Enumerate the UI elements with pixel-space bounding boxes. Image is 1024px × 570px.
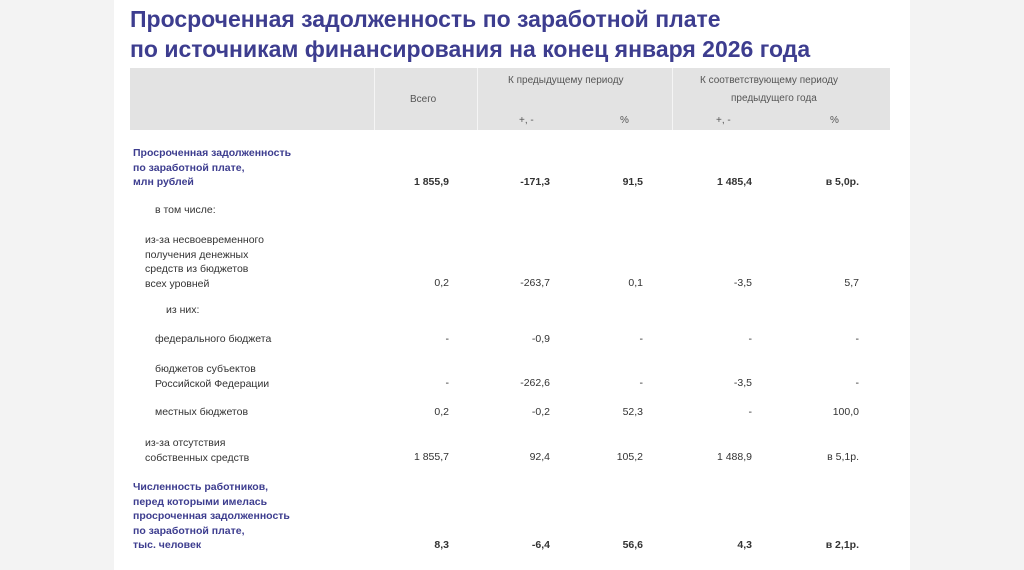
cell-prev-pct: - xyxy=(639,333,643,345)
header-total: Всего xyxy=(410,94,437,105)
cell-total: - xyxy=(445,377,449,389)
cell-year-pct: - xyxy=(855,333,859,345)
cell-year-diff: 1 488,9 xyxy=(716,451,752,463)
cell-total: 8,3 xyxy=(434,539,449,551)
row-label: федерального бюджета xyxy=(155,333,272,345)
header-prev-year-line1: К соответствующему периоду xyxy=(700,75,839,86)
cell-year-pct: 5,7 xyxy=(844,277,859,289)
cell-year-diff: -3,5 xyxy=(733,377,752,389)
header-prev-period: К предыдущему периоду xyxy=(508,75,624,86)
cell-year-diff: -3,5 xyxy=(733,277,752,289)
cell-year-diff: - xyxy=(748,333,752,345)
row-label: местных бюджетов xyxy=(155,406,249,418)
cell-prev-pct: 56,6 xyxy=(622,539,643,551)
header-divider xyxy=(672,68,673,130)
header-prev-year-line2: предыдущего года xyxy=(731,93,817,104)
header-plus-minus: +, - xyxy=(716,115,731,126)
header-divider xyxy=(477,68,478,130)
row-label: из-за отсутствия собственных средств xyxy=(145,437,250,464)
cell-year-pct: в 5,0р. xyxy=(825,176,859,188)
row-label: Численность работников, перед которыми имелась просроченная задолженность по заработной плате, тыс. человек xyxy=(133,481,290,551)
cell-prev-diff: -0,9 xyxy=(531,333,550,345)
title-line-2: по источникам финансирования на конец января 2026 года xyxy=(130,36,811,62)
cell-total: 1 855,7 xyxy=(413,451,449,463)
cell-total: 0,2 xyxy=(434,277,449,289)
cell-prev-diff: 92,4 xyxy=(529,451,550,463)
header-plus-minus: +, - xyxy=(519,115,534,126)
page-title xyxy=(130,4,890,64)
cell-prev-pct: - xyxy=(639,377,643,389)
cell-prev-pct: 105,2 xyxy=(616,451,643,463)
header-percent: % xyxy=(620,115,629,126)
cell-year-diff: 1 485,4 xyxy=(716,176,752,188)
cell-prev-diff: -263,7 xyxy=(520,277,550,289)
title-line-1: Просроченная задолженность по заработной плате xyxy=(130,6,721,32)
cell-prev-pct: 0,1 xyxy=(628,277,643,289)
cell-year-diff: - xyxy=(748,406,752,418)
cell-total: 1 855,9 xyxy=(413,176,449,188)
row-label: в том числе: xyxy=(155,204,216,216)
cell-year-pct: - xyxy=(855,377,859,389)
cell-prev-diff: -171,3 xyxy=(520,176,550,188)
cell-year-pct: в 2,1р. xyxy=(825,539,859,551)
row-label: из них: xyxy=(166,304,200,316)
cell-prev-pct: 52,3 xyxy=(622,406,643,418)
cell-year-pct: в 5,1р. xyxy=(827,451,859,463)
header-percent: % xyxy=(830,115,839,126)
cell-prev-diff: -0,2 xyxy=(531,406,550,418)
cell-prev-diff: -262,6 xyxy=(520,377,550,389)
cell-prev-pct: 91,5 xyxy=(622,176,643,188)
cell-year-pct: 100,0 xyxy=(832,406,859,418)
row-label: Просроченная задолженность по заработной плате, млн рублей xyxy=(133,147,292,188)
cell-total: - xyxy=(445,333,449,345)
cell-year-diff: 4,3 xyxy=(737,539,752,551)
row-label: бюджетов субъектов Российской Федерации xyxy=(155,363,270,390)
cell-prev-diff: -6,4 xyxy=(531,539,550,551)
row-label: из-за несвоевременного получения денежных средств из бюджетов всех уровней xyxy=(145,234,264,290)
cell-total: 0,2 xyxy=(434,406,449,418)
header-divider xyxy=(374,68,375,130)
